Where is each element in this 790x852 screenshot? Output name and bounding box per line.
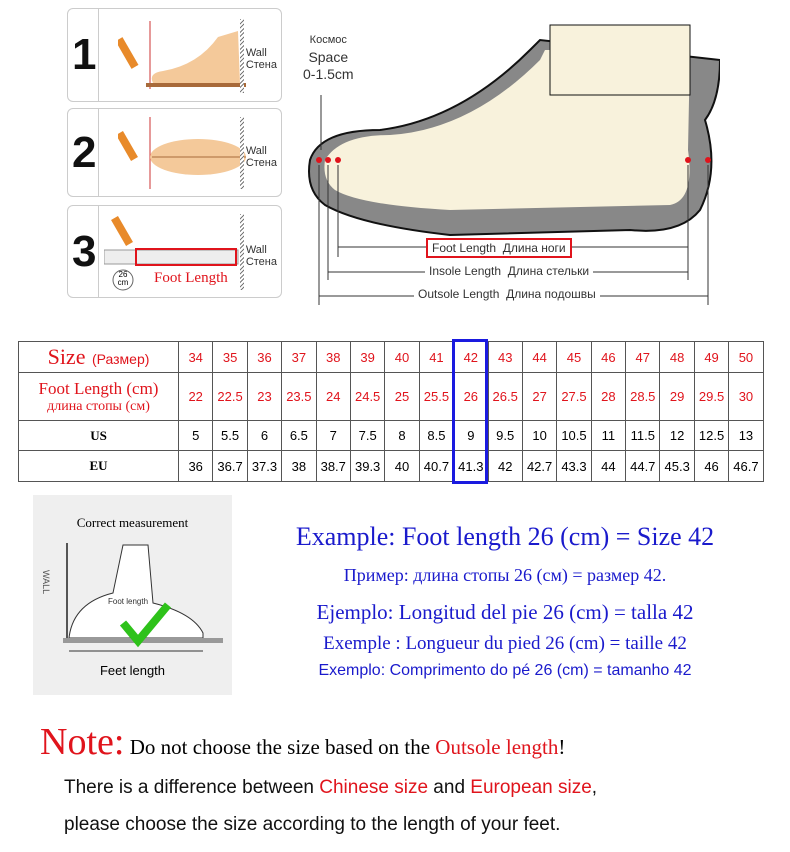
size-cell: 11.5	[626, 421, 660, 451]
size-chart-table	[18, 341, 764, 482]
space-label: Space	[308, 49, 349, 65]
size-cell: 48	[660, 342, 694, 373]
size-cell: 22.5	[213, 373, 247, 421]
size-cell: 24	[316, 373, 350, 421]
size-cell: 23	[247, 373, 281, 421]
size-cell: 27.5	[557, 373, 591, 421]
size-cell: 47	[626, 342, 660, 373]
insole-length-text: Insole Length	[429, 264, 502, 278]
insole-length-text-ru: Длина стельки	[507, 264, 590, 278]
size-cell: 25	[385, 373, 419, 421]
size-cell: 12	[660, 421, 694, 451]
size-cell: 11	[591, 421, 625, 451]
note-label: Note:	[40, 721, 125, 763]
insole-length-label	[425, 264, 593, 278]
note	[40, 720, 565, 764]
size-cell: 45	[557, 342, 591, 373]
size-cell: 36.7	[213, 451, 247, 482]
size-cell: 27	[522, 373, 556, 421]
note-text: Do not choose the size based on the	[129, 735, 436, 759]
note-end: !	[558, 735, 566, 759]
foot-length-label-ru: Длина ноги	[502, 241, 566, 255]
size-cell: 40	[385, 451, 419, 482]
step-3-panel	[67, 205, 282, 298]
example-spanish: Ejemplo: Longitud del pie 26 (cm) = talla 42	[316, 600, 694, 624]
size-cell: 23.5	[282, 373, 316, 421]
wall-label-ru: Стена	[245, 59, 277, 71]
size-cell: 38.7	[316, 451, 350, 482]
foot-length-callout	[426, 238, 572, 258]
size-cell: 8.5	[419, 421, 453, 451]
size-cell: 5.5	[213, 421, 247, 451]
foot-length-label: Foot Length	[154, 270, 228, 286]
example-portuguese: Exemplo: Comprimento do pé 26 (cm) = tamanho 42	[318, 662, 692, 679]
foot-top-illustration	[118, 115, 248, 193]
outsole-length-label	[414, 287, 600, 301]
size-cell: 34	[179, 342, 213, 373]
info-line-2: please choose the size according to the length of your feet.	[64, 814, 561, 835]
size-header: Size (Размер)	[19, 342, 179, 373]
size-cell: 24.5	[350, 373, 384, 421]
size-cell: 6	[247, 421, 281, 451]
foot-length-caption: Foot length	[108, 597, 149, 606]
size-cell: 46	[591, 342, 625, 373]
highlighted-size-column	[452, 339, 488, 484]
size-cell: 29	[660, 373, 694, 421]
space-label-ru: Космос	[309, 34, 347, 46]
foot-length-header: Foot Length (cm) длина стопы (см)	[19, 373, 179, 421]
note-highlight: Outsole length	[435, 735, 559, 759]
size-cell: 5	[179, 421, 213, 451]
step-number: 1	[72, 30, 97, 79]
step-number: 2	[72, 127, 97, 177]
size-cell: 9.5	[488, 421, 522, 451]
size-cell: 44	[522, 342, 556, 373]
example-russian: Пример: длина стопы 26 (см) = размер 42.	[343, 565, 667, 585]
size-cell: 40.7	[419, 451, 453, 482]
size-cell: 37	[282, 342, 316, 373]
wall-label: Wall	[245, 244, 267, 256]
size-cell: 38	[316, 342, 350, 373]
space-value: 0-1.5cm	[303, 66, 354, 82]
wall-label-ru: Стена	[245, 256, 277, 268]
size-cell: 39.3	[350, 451, 384, 482]
size-cell: 6.5	[282, 421, 316, 451]
size-cell: 42	[488, 451, 522, 482]
size-cell: 44	[591, 451, 625, 482]
size-cell: 9	[454, 421, 488, 451]
example-french: Exemple : Longueur du pied 26 (cm) = taille 42	[323, 633, 687, 654]
size-cell: 29.5	[694, 373, 728, 421]
size-cell: 50	[729, 342, 763, 373]
ruler-badge: 26 cm	[117, 270, 129, 287]
wall-label: WALL	[41, 570, 51, 595]
size-cell: 28	[591, 373, 625, 421]
size-cell: 12.5	[694, 421, 728, 451]
outsole-length-text-ru: Длина подошвы	[506, 287, 596, 301]
size-cell: 10	[522, 421, 556, 451]
size-cell: 43	[488, 342, 522, 373]
eu-header: EU	[19, 451, 179, 482]
foot-length-label: Foot Length	[432, 241, 497, 255]
size-cell: 44.7	[626, 451, 660, 482]
size-cell: 26.5	[488, 373, 522, 421]
example-english: Example: Foot length 26 (cm) = Size 42	[295, 522, 715, 551]
step-number: 3	[72, 226, 97, 276]
size-cell: 42	[454, 342, 488, 373]
feet-length-caption: Feet length	[99, 663, 166, 678]
size-cell: 35	[213, 342, 247, 373]
size-cell: 40	[385, 342, 419, 373]
size-cell: 8	[385, 421, 419, 451]
size-cell: 13	[729, 421, 763, 451]
size-cell: 46.7	[729, 451, 763, 482]
size-cell: 43.3	[557, 451, 591, 482]
size-cell: 28.5	[626, 373, 660, 421]
size-cell: 49	[694, 342, 728, 373]
size-cell: 41.3	[454, 451, 488, 482]
step-1-panel	[67, 8, 282, 102]
us-header: US	[19, 421, 179, 451]
size-cell: 46	[694, 451, 728, 482]
wall-label: Wall	[245, 47, 267, 59]
outsole-length-text: Outsole Length	[418, 287, 500, 301]
foot-side-illustration	[118, 17, 248, 97]
size-cell: 25.5	[419, 373, 453, 421]
size-cell: 26	[454, 373, 488, 421]
size-cell: 38	[282, 451, 316, 482]
size-cell: 41	[419, 342, 453, 373]
info-line-1: There is a difference between Chinese size and European size,	[64, 777, 598, 798]
size-cell: 7.5	[350, 421, 384, 451]
size-cell: 45.3	[660, 451, 694, 482]
size-cell: 36	[179, 451, 213, 482]
correct-measurement-box	[33, 495, 232, 695]
measure-title: Correct measurement	[76, 515, 189, 530]
size-cell: 39	[350, 342, 384, 373]
size-cell: 22	[179, 373, 213, 421]
size-cell: 30	[729, 373, 763, 421]
size-cell: 42.7	[522, 451, 556, 482]
size-cell: 7	[316, 421, 350, 451]
step-2-panel	[67, 108, 282, 197]
size-cell: 36	[247, 342, 281, 373]
wall-label: Wall	[245, 145, 267, 157]
size-cell: 10.5	[557, 421, 591, 451]
size-cell: 37.3	[247, 451, 281, 482]
wall-label-ru: Стена	[245, 157, 277, 169]
